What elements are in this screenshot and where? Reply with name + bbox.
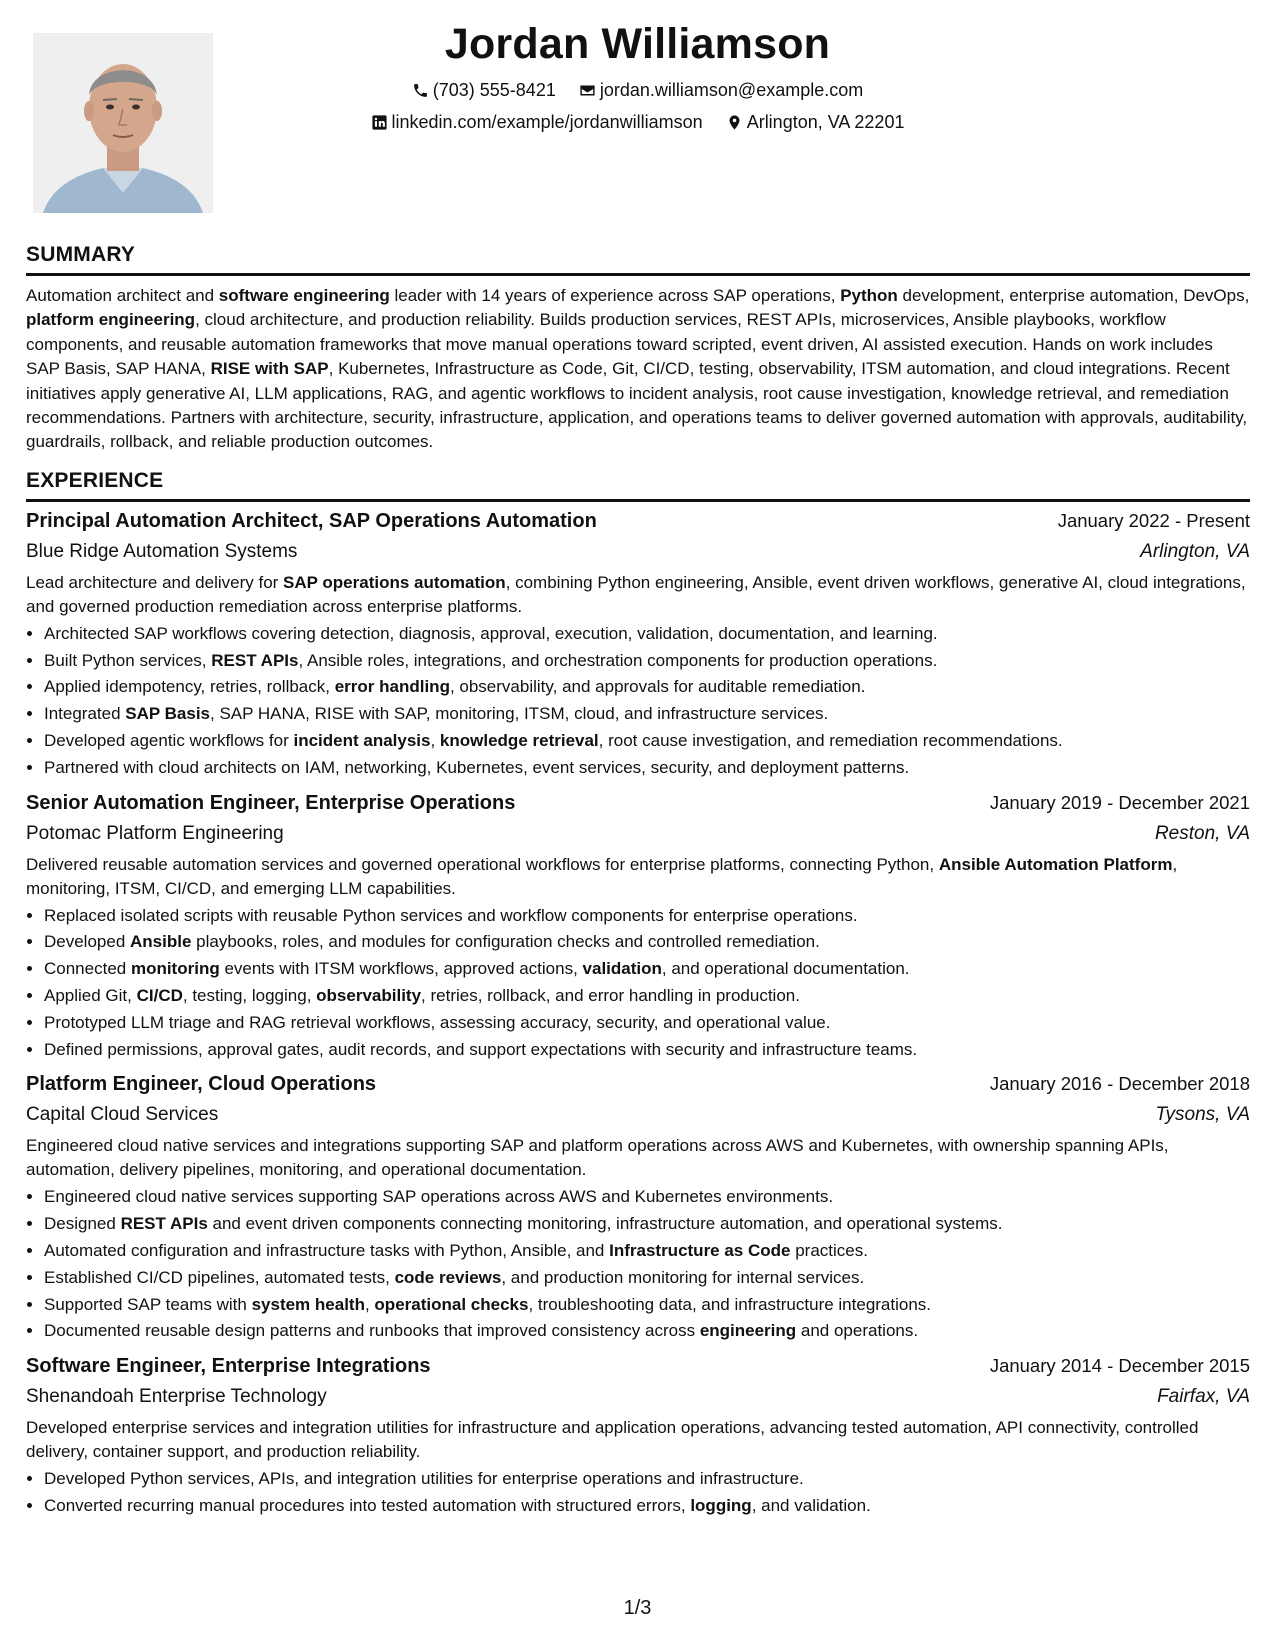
- job-bullet: [44, 728, 1250, 755]
- job-bullet: [44, 1238, 1250, 1265]
- text-run: leader with 14 years of experience across SAP operations,: [389, 286, 841, 305]
- text-run: Defined permissions, approval gates, audit records, and support expectations with security and infrastructure teams.: [44, 1039, 918, 1059]
- job-bullet: [44, 701, 1250, 728]
- job-bullets: [26, 621, 1250, 782]
- bold-text: Python: [840, 286, 898, 305]
- text-run: Developed Python services, APIs, and integration utilities for enterprise operations and infrastructure.: [44, 1469, 804, 1489]
- job-bullet: [44, 1037, 1250, 1064]
- text-run: Automated configuration and infrastructure tasks with Python, Ansible, and: [44, 1241, 610, 1260]
- experience-list: [26, 510, 1250, 1520]
- text-run: , and operational documentation.: [661, 959, 910, 979]
- bold-text: monitoring: [130, 959, 220, 979]
- text-run: ,: [364, 1294, 375, 1314]
- job-bullets: [26, 1184, 1250, 1345]
- job-entry: [26, 1355, 1250, 1520]
- bold-text: error handling: [334, 677, 450, 697]
- bold-text: platform engineering: [26, 310, 196, 330]
- text-run: , Kubernetes, Infrastructure as Code, Git, CI/CD, testing, observability, ITSM automation, and cloud integrations. Recent initiatives apply generative AI, LLM applications, RAG, and agentic workflows to incident analysis, root cause investigation, knowledge retrieval, and remediation recommendations. Partners with architecture, security, infrastructure, application, and operations teams to deliver governed automation with approvals, auditability, guardrails, rollback, and reliable production outcomes.: [26, 359, 1248, 452]
- company-name: Blue Ridge Automation Systems: [26, 540, 298, 562]
- bold-text: logging: [690, 1495, 752, 1515]
- experience-heading: EXPERIENCE: [26, 469, 1250, 502]
- job-entry: [26, 792, 1250, 1064]
- job-description: [26, 571, 1250, 619]
- text-run: events with ITSM workflows, approved actions,: [219, 959, 583, 979]
- bold-text: software engineering: [218, 286, 390, 305]
- text-run: and event driven components connecting monitoring, infrastructure automation, and operational systems.: [207, 1214, 1003, 1234]
- job-entry: [26, 510, 1250, 782]
- bold-text: Infrastructure as Code: [609, 1241, 791, 1260]
- job-bullet: [44, 1265, 1250, 1292]
- text-run: Applied Git,: [44, 986, 137, 1006]
- job-location: Fairfax, VA: [1157, 1386, 1250, 1408]
- bold-text: engineering: [699, 1321, 797, 1341]
- job-description: [26, 853, 1250, 901]
- page-number: 1/3: [623, 1597, 652, 1619]
- job-location: Tysons, VA: [1155, 1104, 1250, 1126]
- summary-heading: SUMMARY: [26, 243, 1250, 276]
- job-title: Platform Engineer, Cloud Operations: [26, 1073, 377, 1096]
- bold-text: Ansible Automation Platform: [938, 854, 1173, 874]
- job-location: Reston, VA: [1154, 822, 1250, 844]
- bold-text: validation: [582, 959, 662, 979]
- bold-text: REST APIs: [120, 1214, 208, 1234]
- job-description: [26, 1416, 1250, 1464]
- text-run: , troubleshooting data, and infrastructure integrations.: [528, 1294, 932, 1314]
- text-run: , combining Python engineering, Ansible, event driven workflows, generative AI, cloud integrations, and governed production remediation across enterprise platforms.: [26, 572, 1246, 616]
- email-text: jordan.williamson@example.com: [599, 80, 864, 100]
- job-entry: [26, 1073, 1250, 1345]
- contact-email[interactable]: [579, 80, 863, 101]
- job-bullets: [26, 903, 1250, 1064]
- job-bullet: [44, 1318, 1250, 1345]
- contact-line-primary: [0, 80, 1275, 104]
- bold-text: SAP Basis: [125, 704, 211, 724]
- text-run: Converted recurring manual procedures into tested automation with structured errors,: [44, 1495, 691, 1515]
- text-run: Architected SAP workflows covering detection, diagnosis, approval, execution, validation, documentation, and learning.: [44, 623, 938, 643]
- text-run: Engineered cloud native services and integrations supporting SAP and platform operations across AWS and Kubernetes, with ownership spanning APIs, automation, delivery pipelines, monitoring, and operational documentation.: [26, 1136, 1169, 1180]
- job-header: [26, 792, 1250, 815]
- text-run: Documented reusable design patterns and runbooks that improved consistency across: [44, 1321, 700, 1341]
- location-text: Arlington, VA 22201: [746, 112, 905, 132]
- job-bullet: [44, 1184, 1250, 1211]
- text-run: , testing, logging,: [182, 986, 317, 1006]
- company-name: Shenandoah Enterprise Technology: [26, 1386, 327, 1408]
- job-bullet: [44, 929, 1250, 956]
- job-bullets: [26, 1466, 1250, 1520]
- contact-line-secondary: [0, 112, 1275, 136]
- job-dates: January 2019 - December 2021: [989, 791, 1250, 813]
- contact-phone[interactable]: [412, 80, 556, 101]
- text-run: Supported SAP teams with: [44, 1294, 252, 1314]
- text-run: Lead architecture and delivery for: [26, 572, 284, 592]
- summary-text: [26, 284, 1250, 455]
- candidate-name: Jordan Williamson: [444, 20, 831, 68]
- contact-linkedin[interactable]: [371, 112, 703, 133]
- bold-text: code reviews: [394, 1267, 502, 1287]
- text-run: Delivered reusable automation services and governed operational workflows for enterprise platforms, connecting Python,: [26, 854, 939, 874]
- text-run: , monitoring, ITSM, CI/CD, and emerging LLM capabilities.: [26, 854, 1178, 898]
- job-dates: January 2022 - Present: [1057, 509, 1250, 531]
- job-title: Software Engineer, Enterprise Integrations: [26, 1355, 431, 1378]
- bold-text: CI/CD: [136, 986, 183, 1006]
- bold-text: operational checks: [374, 1294, 529, 1314]
- job-bullet: [44, 674, 1250, 701]
- job-bullet: [44, 1010, 1250, 1037]
- job-dates: January 2014 - December 2015: [989, 1355, 1250, 1377]
- text-run: Connected: [44, 959, 131, 979]
- job-title: Senior Automation Engineer, Enterprise Operations: [26, 791, 516, 814]
- job-bullet: [44, 983, 1250, 1010]
- bold-text: Ansible: [130, 932, 192, 952]
- bold-text: incident analysis: [293, 731, 431, 751]
- job-location: Arlington, VA: [1140, 540, 1250, 562]
- text-run: ,: [430, 731, 440, 751]
- job-subheader: [26, 823, 1250, 845]
- job-header: [26, 1355, 1250, 1378]
- text-run: Designed: [44, 1214, 121, 1234]
- linkedin-text: linkedin.com/example/jordanwilliamson: [391, 112, 703, 132]
- job-description: [26, 1134, 1250, 1182]
- text-run: practices.: [790, 1241, 868, 1260]
- company-name: Capital Cloud Services: [26, 1104, 219, 1126]
- text-run: Developed agentic workflows for: [44, 731, 294, 751]
- text-run: Engineered cloud native services supporting SAP operations across AWS and Kubernetes environments.: [44, 1187, 834, 1207]
- job-header: [26, 510, 1250, 533]
- map-pin-icon: [726, 114, 743, 131]
- job-bullet: [44, 1493, 1250, 1520]
- text-run: , observability, and approvals for auditable remediation.: [449, 677, 866, 697]
- text-run: , SAP HANA, RISE with SAP, monitoring, ITSM, cloud, and infrastructure services.: [210, 704, 829, 724]
- text-run: Integrated: [44, 704, 126, 724]
- text-run: Applied idempotency, retries, rollback,: [44, 677, 335, 697]
- job-bullet: [44, 755, 1250, 782]
- job-bullet: [44, 621, 1250, 648]
- text-run: Automation architect and: [26, 286, 219, 305]
- text-run: Built Python services,: [44, 650, 212, 670]
- job-bullet: [44, 1211, 1250, 1238]
- bold-text: knowledge retrieval: [439, 731, 599, 751]
- bold-text: RISE with SAP: [210, 359, 329, 379]
- phone-text: (703) 555-8421: [432, 80, 556, 100]
- text-run: Prototyped LLM triage and RAG retrieval workflows, assessing accuracy, security, and operational value.: [44, 1012, 831, 1032]
- job-bullet: [44, 1292, 1250, 1319]
- resume-content: [26, 243, 1250, 1530]
- job-subheader: [26, 1104, 1250, 1126]
- text-run: Developed: [44, 932, 131, 952]
- text-run: , and production monitoring for internal services.: [501, 1267, 865, 1287]
- job-bullet: [44, 1466, 1250, 1493]
- bold-text: REST APIs: [211, 650, 299, 670]
- job-dates: January 2016 - December 2018: [989, 1073, 1250, 1095]
- bold-text: SAP operations automation: [283, 572, 506, 592]
- text-run: , Ansible roles, integrations, and orchestration components for production operations.: [298, 650, 938, 670]
- job-subheader: [26, 1386, 1250, 1408]
- text-run: , cloud architecture, and production reliability. Builds production services, REST APIs, microservices, Ansible playbooks, workflow components, and reusable automation frameworks that move manual operations toward scripted, event driven, AI assisted execution. Hands on work includes SAP Basis, SAP HANA,: [26, 310, 1213, 379]
- text-run: Partnered with cloud architects on IAM, networking, Kubernetes, event services, security, and deployment patterns.: [44, 757, 910, 777]
- contact-location: [726, 112, 905, 133]
- envelope-icon: [579, 82, 596, 99]
- job-bullet: [44, 956, 1250, 983]
- linkedin-icon: [371, 114, 388, 131]
- company-name: Potomac Platform Engineering: [26, 822, 284, 844]
- text-run: and operations.: [796, 1321, 919, 1341]
- bold-text: observability: [316, 986, 422, 1006]
- text-run: playbooks, roles, and modules for configuration checks and controlled remediation.: [191, 932, 820, 952]
- text-run: , and validation.: [751, 1495, 871, 1515]
- text-run: , retries, rollback, and error handling in production.: [421, 986, 800, 1006]
- text-run: development, enterprise automation, DevOps,: [897, 286, 1250, 305]
- text-run: Established CI/CD pipelines, automated tests,: [44, 1267, 395, 1287]
- text-run: Developed enterprise services and integration utilities for infrastructure and application operations, advancing tested automation, API connectivity, controlled delivery, container support, and production reliability.: [26, 1418, 1199, 1462]
- text-run: Replaced isolated scripts with reusable Python services and workflow components for enterprise operations.: [44, 905, 858, 925]
- job-bullet: [44, 903, 1250, 930]
- job-title: Principal Automation Architect, SAP Operations Automation: [26, 509, 597, 532]
- phone-icon: [412, 82, 429, 99]
- text-run: , root cause investigation, and remediation recommendations.: [598, 731, 1063, 751]
- bold-text: system health: [251, 1294, 365, 1314]
- job-subheader: [26, 541, 1250, 563]
- job-bullet: [44, 648, 1250, 675]
- job-header: [26, 1073, 1250, 1096]
